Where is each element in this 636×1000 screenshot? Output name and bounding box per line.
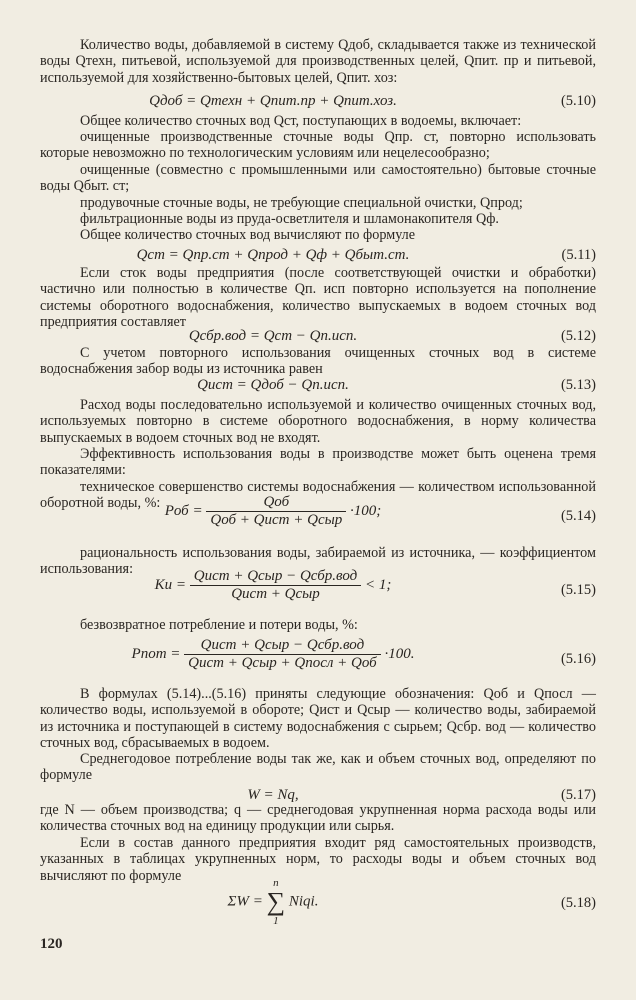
equation-5-14-number: (5.14) (560, 508, 596, 524)
equation-5-14-lhs: Pоб = (164, 502, 203, 519)
equation-5-12-number: (5.12) (560, 328, 596, 344)
equation-5-16-lhs: Pпот = (131, 645, 181, 662)
paragraph-water-added: Количество воды, добавляемой в систему Qдоб, складывается также из технической воды Qтехн, питьевой, используемой для производственных целей, Qпит. пр и питьевой, используемой для хозяйственно-бытовых целей, Qпит. хоз: (40, 37, 596, 86)
equation-5-18-lhs: ΣW = (227, 893, 263, 910)
paragraph-intake: С учетом повторного использования очищенных сточных вод в системе водоснабжения забор воды из источника равен (40, 345, 596, 378)
paragraph-rationality: рациональность использования воды, забираемой из источника, — коэффициентом использования: (40, 545, 596, 578)
summation-symbol: n ∑ 1 (266, 877, 286, 927)
equation-5-18-body: Niqi. (288, 893, 319, 910)
equation-5-15-denominator: Qист + Qсыр (231, 586, 320, 602)
sum-lower-limit: 1 (273, 915, 279, 927)
paragraph-treated-domestic: очищенные (совместно с промышленными или самостоятельно) бытовые сточные воды Qбыт. ст; (40, 162, 596, 195)
equation-5-14-fraction (206, 494, 346, 529)
paragraph-blowdown: продувочные сточные воды, не требующие специальной очистки, Qпрод; (80, 195, 523, 211)
paragraph-filtration: фильтрационные воды из пруда-осветлителя и шламонакопителя Qф. (80, 211, 499, 227)
paragraph-total-wastewater: Общее количество сточных вод Qст, поступающих в водоемы, включает: (80, 113, 522, 129)
paragraph-consumption-norm: Расход воды последовательно используемой и количество очищенных сточных вод, используемых повторно в системе оборотного водоснабжения, в норму количества выпускаемых в водоем сточных вод не входят. (40, 397, 596, 446)
sum-upper-limit: n (273, 877, 279, 889)
equation-5-18 (40, 877, 596, 927)
page-number: 120 (40, 936, 63, 952)
paragraph-where: где N — объем производства; q — среднегодовая укрупненная норма расхода воды или количества сточных вод на единицу продукции или сырья. (40, 802, 596, 835)
paragraph-treated-industrial: очищенные производственные сточные воды Qпр. ст, повторно использовать которые невозможно по технологическим условиям или нецелесообразно; (40, 129, 596, 162)
paragraph-losses: безвозвратное потребление и потери воды, %: (80, 617, 358, 633)
equation-5-17-formula: W = Nq, (247, 787, 299, 803)
paragraph-notation: В формулах (5.14)...(5.16) приняты следующие обозначения: Qоб и Qпосл — количество воды, используемой в обороте; Qист и Qсыр — количество воды, забираемой из источника и поступающей в систему водоснабжения с сырьем; Qсбр. вод — количество сточных вод, сбрасываемых в водоем. (40, 686, 596, 752)
equation-5-13-formula: Qист = Qдоб − Qп.исп. (197, 377, 349, 393)
paragraph-efficiency: Эффективность использования воды в производстве может быть оценена тремя показателями: (40, 446, 596, 479)
equation-5-15 (40, 568, 596, 612)
equation-5-14 (40, 494, 596, 538)
equation-5-16-numerator: Qист + Qсыр − Qсбр.вод (184, 637, 381, 655)
equation-5-15-fraction (190, 568, 362, 603)
equation-5-11-formula: Qст = Qпр.ст + Qпрод + Qф + Qбыт.ст. (136, 247, 410, 263)
equation-5-16-tail: ·100. (384, 645, 415, 662)
equation-5-18-number: (5.18) (560, 895, 596, 911)
equation-5-15-numerator: Qист + Qсыр − Qсбр.вод (190, 568, 362, 586)
equation-5-10-formula: Qдоб = Qтехн + Qпит.пр + Qпит.хоз. (149, 93, 397, 109)
equation-5-14-numerator: Qоб (206, 494, 346, 512)
paragraph-total-formula-intro: Общее количество сточных вод вычисляют по формуле (80, 227, 416, 243)
equation-5-16-number: (5.16) (560, 651, 596, 667)
paragraph-multiple-productions: Если в состав данного предприятия входит ряд самостоятельных производств, указанных в таблицах укрупненных норм, то расходы воды и объем сточных вод вычисляют по формуле (40, 835, 596, 884)
equation-5-12-formula: Qсбр.вод = Qст − Qп.исп. (188, 328, 358, 344)
paragraph-technical-perfection: техническое совершенство системы водоснабжения — количеством использованной оборотной воды, %: (40, 479, 596, 512)
equation-5-11-number: (5.11) (561, 247, 596, 263)
equation-5-14-denominator: Qоб + Qист + Qсыр (210, 512, 343, 528)
equation-5-15-lhs: Kи = (154, 576, 186, 593)
equation-5-10-number: (5.10) (560, 93, 596, 109)
equation-5-16 (40, 637, 596, 681)
equation-5-16-denominator: Qист + Qсыр + Qпосл + Qоб (188, 655, 377, 671)
equation-5-14-tail: ·100; (350, 502, 382, 519)
equation-5-15-tail: < 1; (365, 576, 392, 593)
equation-5-17-number: (5.17) (560, 787, 596, 803)
paragraph-reuse: Если сток воды предприятия (после соответствующей очистки и обработки) частично или полностью в количестве Qп. исп повторно используется на пополнение системы оборотного водоснабжения, количество выпускаемых в водоем сточных вод предприятия составляет (40, 265, 596, 331)
equation-5-15-number: (5.15) (560, 582, 596, 598)
paragraph-annual-consumption: Среднегодовое потребление воды так же, как и объем сточных вод, определяют по формуле (40, 751, 596, 784)
equation-5-13-number: (5.13) (560, 377, 596, 393)
equation-5-16-fraction (184, 637, 381, 672)
